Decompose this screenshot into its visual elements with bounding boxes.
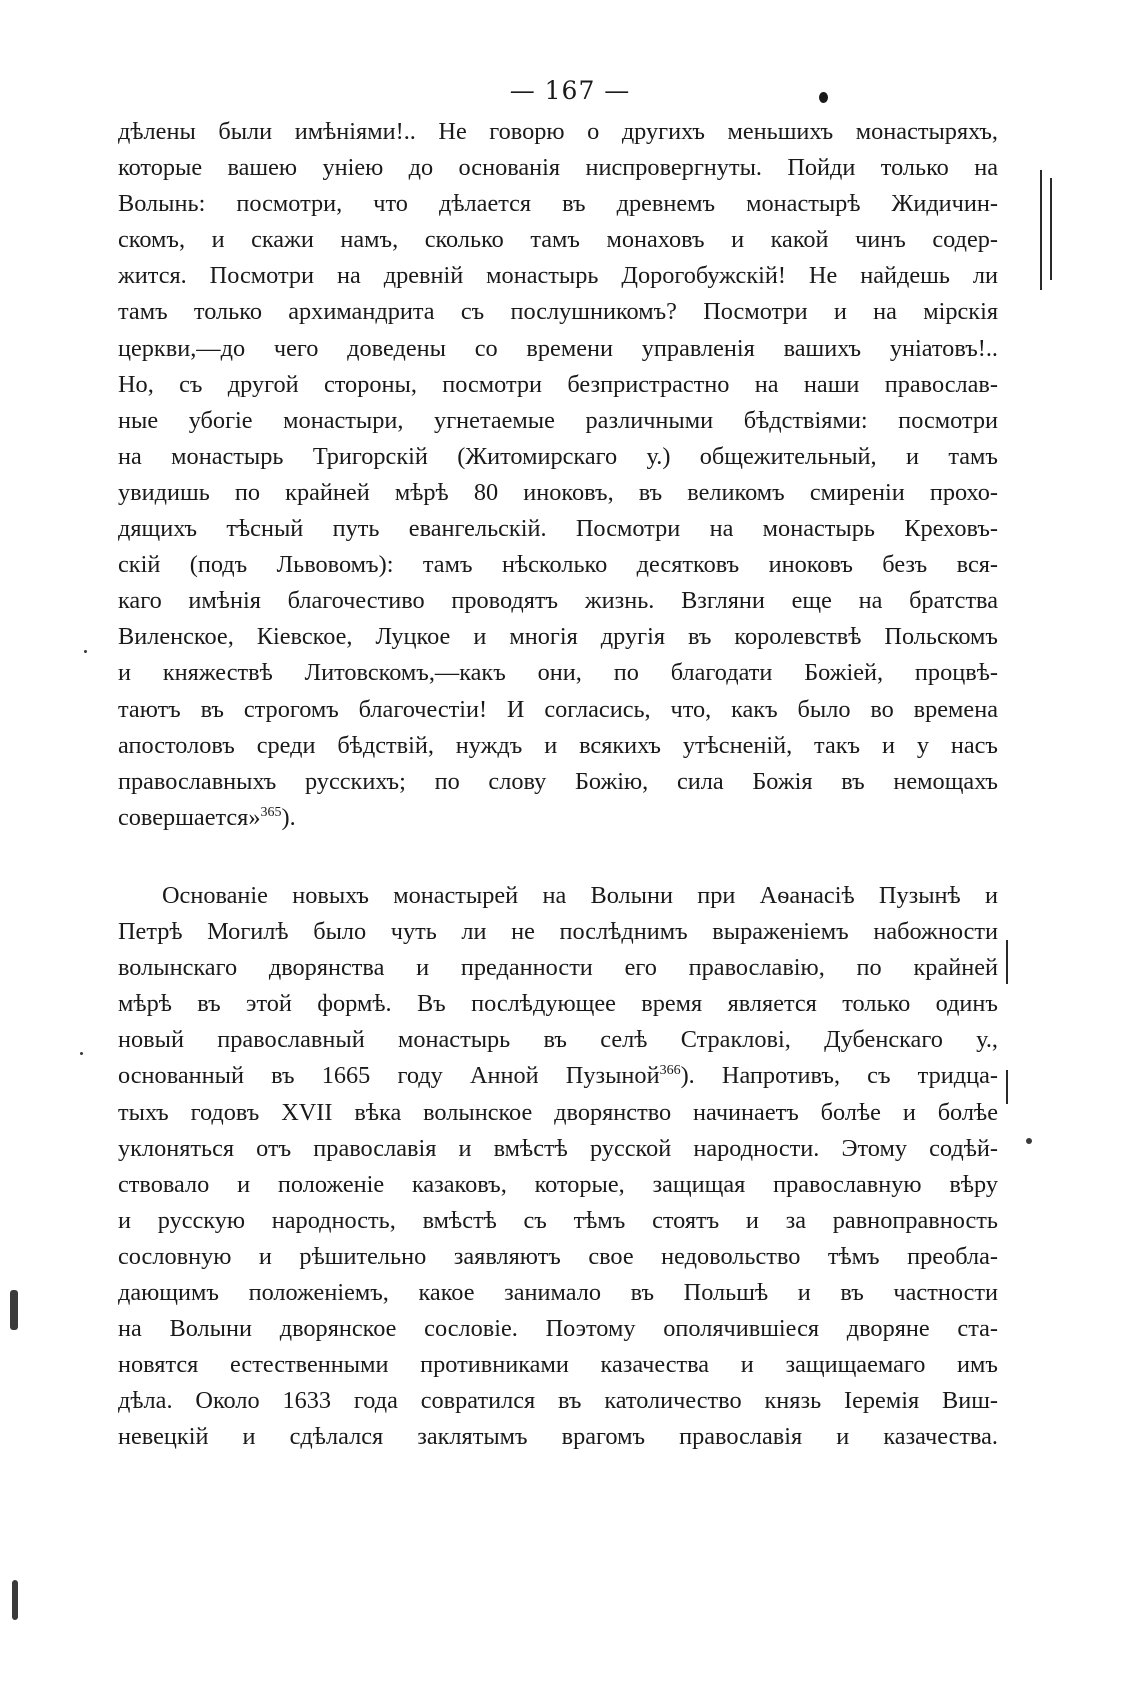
text-line: Волынь: посмотри, что дѣлается въ древнемъ монастырѣ Жидичин- [118, 190, 998, 218]
line-text: совершается» [118, 803, 261, 831]
text-line: жится. Посмотри на древній монастырь Дорогобужскій! Не найдешь ли [118, 262, 998, 290]
line-text-after: ). Напротивъ, съ тридца- [680, 1062, 998, 1090]
text-line: волынскаго дворянства и преданности его православію, по крайней [118, 954, 998, 982]
page-number: — 167 — [509, 76, 631, 105]
text-line: на Волыни дворянское сословіе. Поэтому ополячившіеся дворяне ста- [118, 1315, 998, 1343]
text-line: таютъ въ строгомъ благочестіи! И согласись, что, какъ было во времена [118, 695, 998, 723]
scan-speck [1026, 1138, 1032, 1144]
text-line: увидишь по крайней мѣрѣ 80 иноковъ, въ великомъ смиреніи прохо- [118, 478, 998, 506]
text-line: новятся естественными противниками казачества и защищаемаго имъ [118, 1351, 998, 1379]
text-line: дящихъ тѣсный путь евангельскій. Посмотри на монастырь Креховъ- [118, 515, 998, 543]
text-line: Но, съ другой стороны, посмотри безпристрастно на наши православ- [118, 370, 998, 398]
text-line: и княжествѣ Литовскомъ,—какъ они, по благодати Божіей, процвѣ- [118, 659, 998, 687]
footnote-ref: 366 [659, 1063, 681, 1079]
text-line-last [118, 800, 998, 836]
text-line: на монастырь Тригорскій (Житомирскаго у.) общежительный, и тамъ [118, 442, 998, 470]
text-line: каго имѣнія благочестиво проводятъ жизнь. Взгляни еще на братства [118, 587, 998, 615]
margin-line-mark [1050, 178, 1052, 280]
text-line: ствовало и положеніе казаковъ, которые, защищая православную вѣру [118, 1170, 998, 1198]
body-text-block [118, 114, 998, 836]
text-line: тыхъ годовъ XVII вѣка волынское дворянство начинаетъ болѣе и болѣе [118, 1098, 998, 1126]
text-line: которые вашею унiею до основанія ниспровергнуты. Пойди только на [118, 154, 998, 182]
body-text-block [118, 878, 998, 1456]
text-line: Петрѣ Могилѣ было чуть ли не послѣднимъ выраженіемъ набожности [118, 918, 998, 946]
ink-dot-mark [819, 92, 828, 103]
text-line: дающимъ положеніемъ, какое занимало въ Польшѣ и въ частности [118, 1279, 998, 1307]
text-line: скій (подъ Львовомъ): тамъ нѣсколько десятковъ иноковъ безъ вся- [118, 551, 998, 579]
text-line: дѣлены были имѣніями!.. Не говорю о другихъ меньшихъ монастыряхъ, [118, 118, 998, 145]
text-line: Виленское, Кіевское, Луцкое и многія другія въ королевствѣ Польскомъ [118, 623, 998, 651]
text-line: тамъ только архимандрита съ послушникомъ? Посмотри и на мірскія [118, 298, 998, 326]
scan-speck [10, 1290, 18, 1330]
text-line: мѣрѣ въ этой формѣ. Въ послѣдующее время является только одинъ [118, 990, 998, 1018]
scan-speck [12, 1580, 18, 1620]
line-text: основанный въ 1665 году Анной Пузыной [118, 1062, 660, 1090]
margin-line-mark [1006, 940, 1008, 984]
scan-speck [80, 1052, 83, 1055]
margin-line-mark [1040, 170, 1042, 290]
margin-line-mark [1006, 1070, 1008, 1104]
scan-speck [84, 650, 87, 653]
text-line: Основаніе новыхъ монастырей на Волыни при Аѳанасіѣ Пузынѣ и [162, 882, 998, 909]
text-line [118, 1058, 998, 1094]
text-line: дѣла. Около 1633 года совратился въ католичество князь Іеремія Виш- [118, 1387, 998, 1415]
line-text-after: ). [281, 803, 296, 831]
text-line: скомъ, и скажи намъ, сколько тамъ монаховъ и какой чинъ содер- [118, 226, 998, 254]
text-line: церкви,—до чего доведены со времени управленія вашихъ уніатовъ!.. [118, 334, 998, 362]
footnote-ref: 365 [260, 804, 282, 820]
text-line: ные убогіе монастыри, угнетаемые различными бѣдствіями: посмотри [118, 406, 998, 434]
text-line: невецкій и сдѣлался заклятымъ врагомъ православія и казачества. [118, 1423, 998, 1451]
text-line: апостоловъ среди бѣдствій, нуждъ и всякихъ утѣсненій, такъ и у насъ [118, 731, 998, 759]
text-line: и русскую народность, вмѣстѣ съ тѣмъ стоятъ и за равноправность [118, 1206, 998, 1234]
text-line: сословную и рѣшительно заявляютъ свое недовольство тѣмъ преобла- [118, 1242, 998, 1270]
text-line: новый православный монастырь въ селѣ Страклові, Дубенскаго у., [118, 1026, 998, 1054]
text-line: православныхъ русскихъ; по слову Божію, сила Божія въ немощахъ [118, 767, 998, 795]
text-line: уклоняться отъ православія и вмѣстѣ русской народности. Этому содѣй- [118, 1134, 998, 1162]
